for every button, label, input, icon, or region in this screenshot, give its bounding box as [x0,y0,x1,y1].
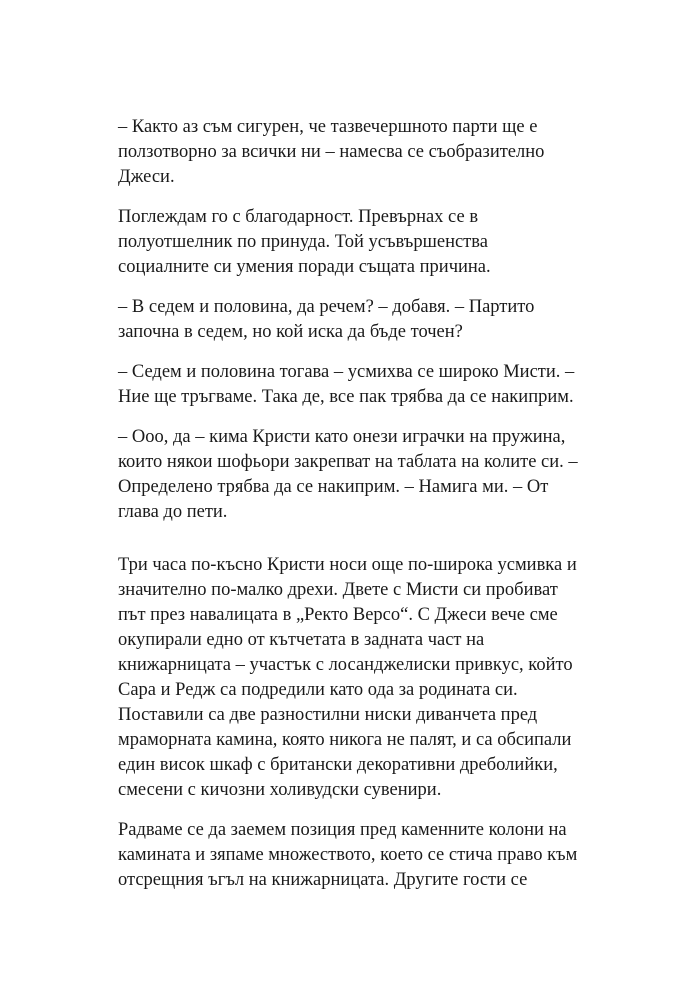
paragraph: – В седем и половина, да речем? – добавя. – Партито започна в седем, но кой иска да бъде точен? [118,297,535,342]
paragraph: – Както аз съм сигурен, че тазвечершното парти ще е ползотворно за всички ни – намесва се съобразително Джеси. [118,117,545,187]
text-block-narrative [118,553,598,908]
text-block-dialogue [118,115,598,540]
paragraph: – Ооо, да – кима Кристи като онези играчки на пружина, които някои шофьори закрепват на таблата на колите си. – Определено трябва да се накиприм. – Намига ми. – От глава до пети. [118,427,578,522]
paragraph: Три часа по-късно Кристи носи още по-широка усмивка и значително по-малко дрехи. Двете с Мисти си пробиват път през навалицата в „Ректо Версо“. С Джеси вече сме окупирали едно от кътчетата в задната част на книжарницата – участък с лосанджелиски привкус, който Сара и Редж са подредили като ода за родината си. Поставили са две разностилни ниски диванчета пред мраморната камина, която никога не палят, и са обсипали един висок шкаф с британски декоративни дреболийки, смесени с кичозни холивудски сувенири. [118,555,577,800]
paragraph: – Седем и половина тогава – усмихва се широко Мисти. – Ние ще тръгваме. Така де, все пак трябва да се накиприм. [118,362,575,407]
paragraph: Поглеждам го с благодарност. Превърнах се в полуотшелник по принуда. Той усъвършенства социалните си умения поради същата причина. [118,207,491,277]
paragraph: Радваме се да заемем позиция пред каменните колони на камината и зяпаме множеството, което се стича право към отсрещния ъгъл на книжарницата. Другите гости се [118,820,578,890]
